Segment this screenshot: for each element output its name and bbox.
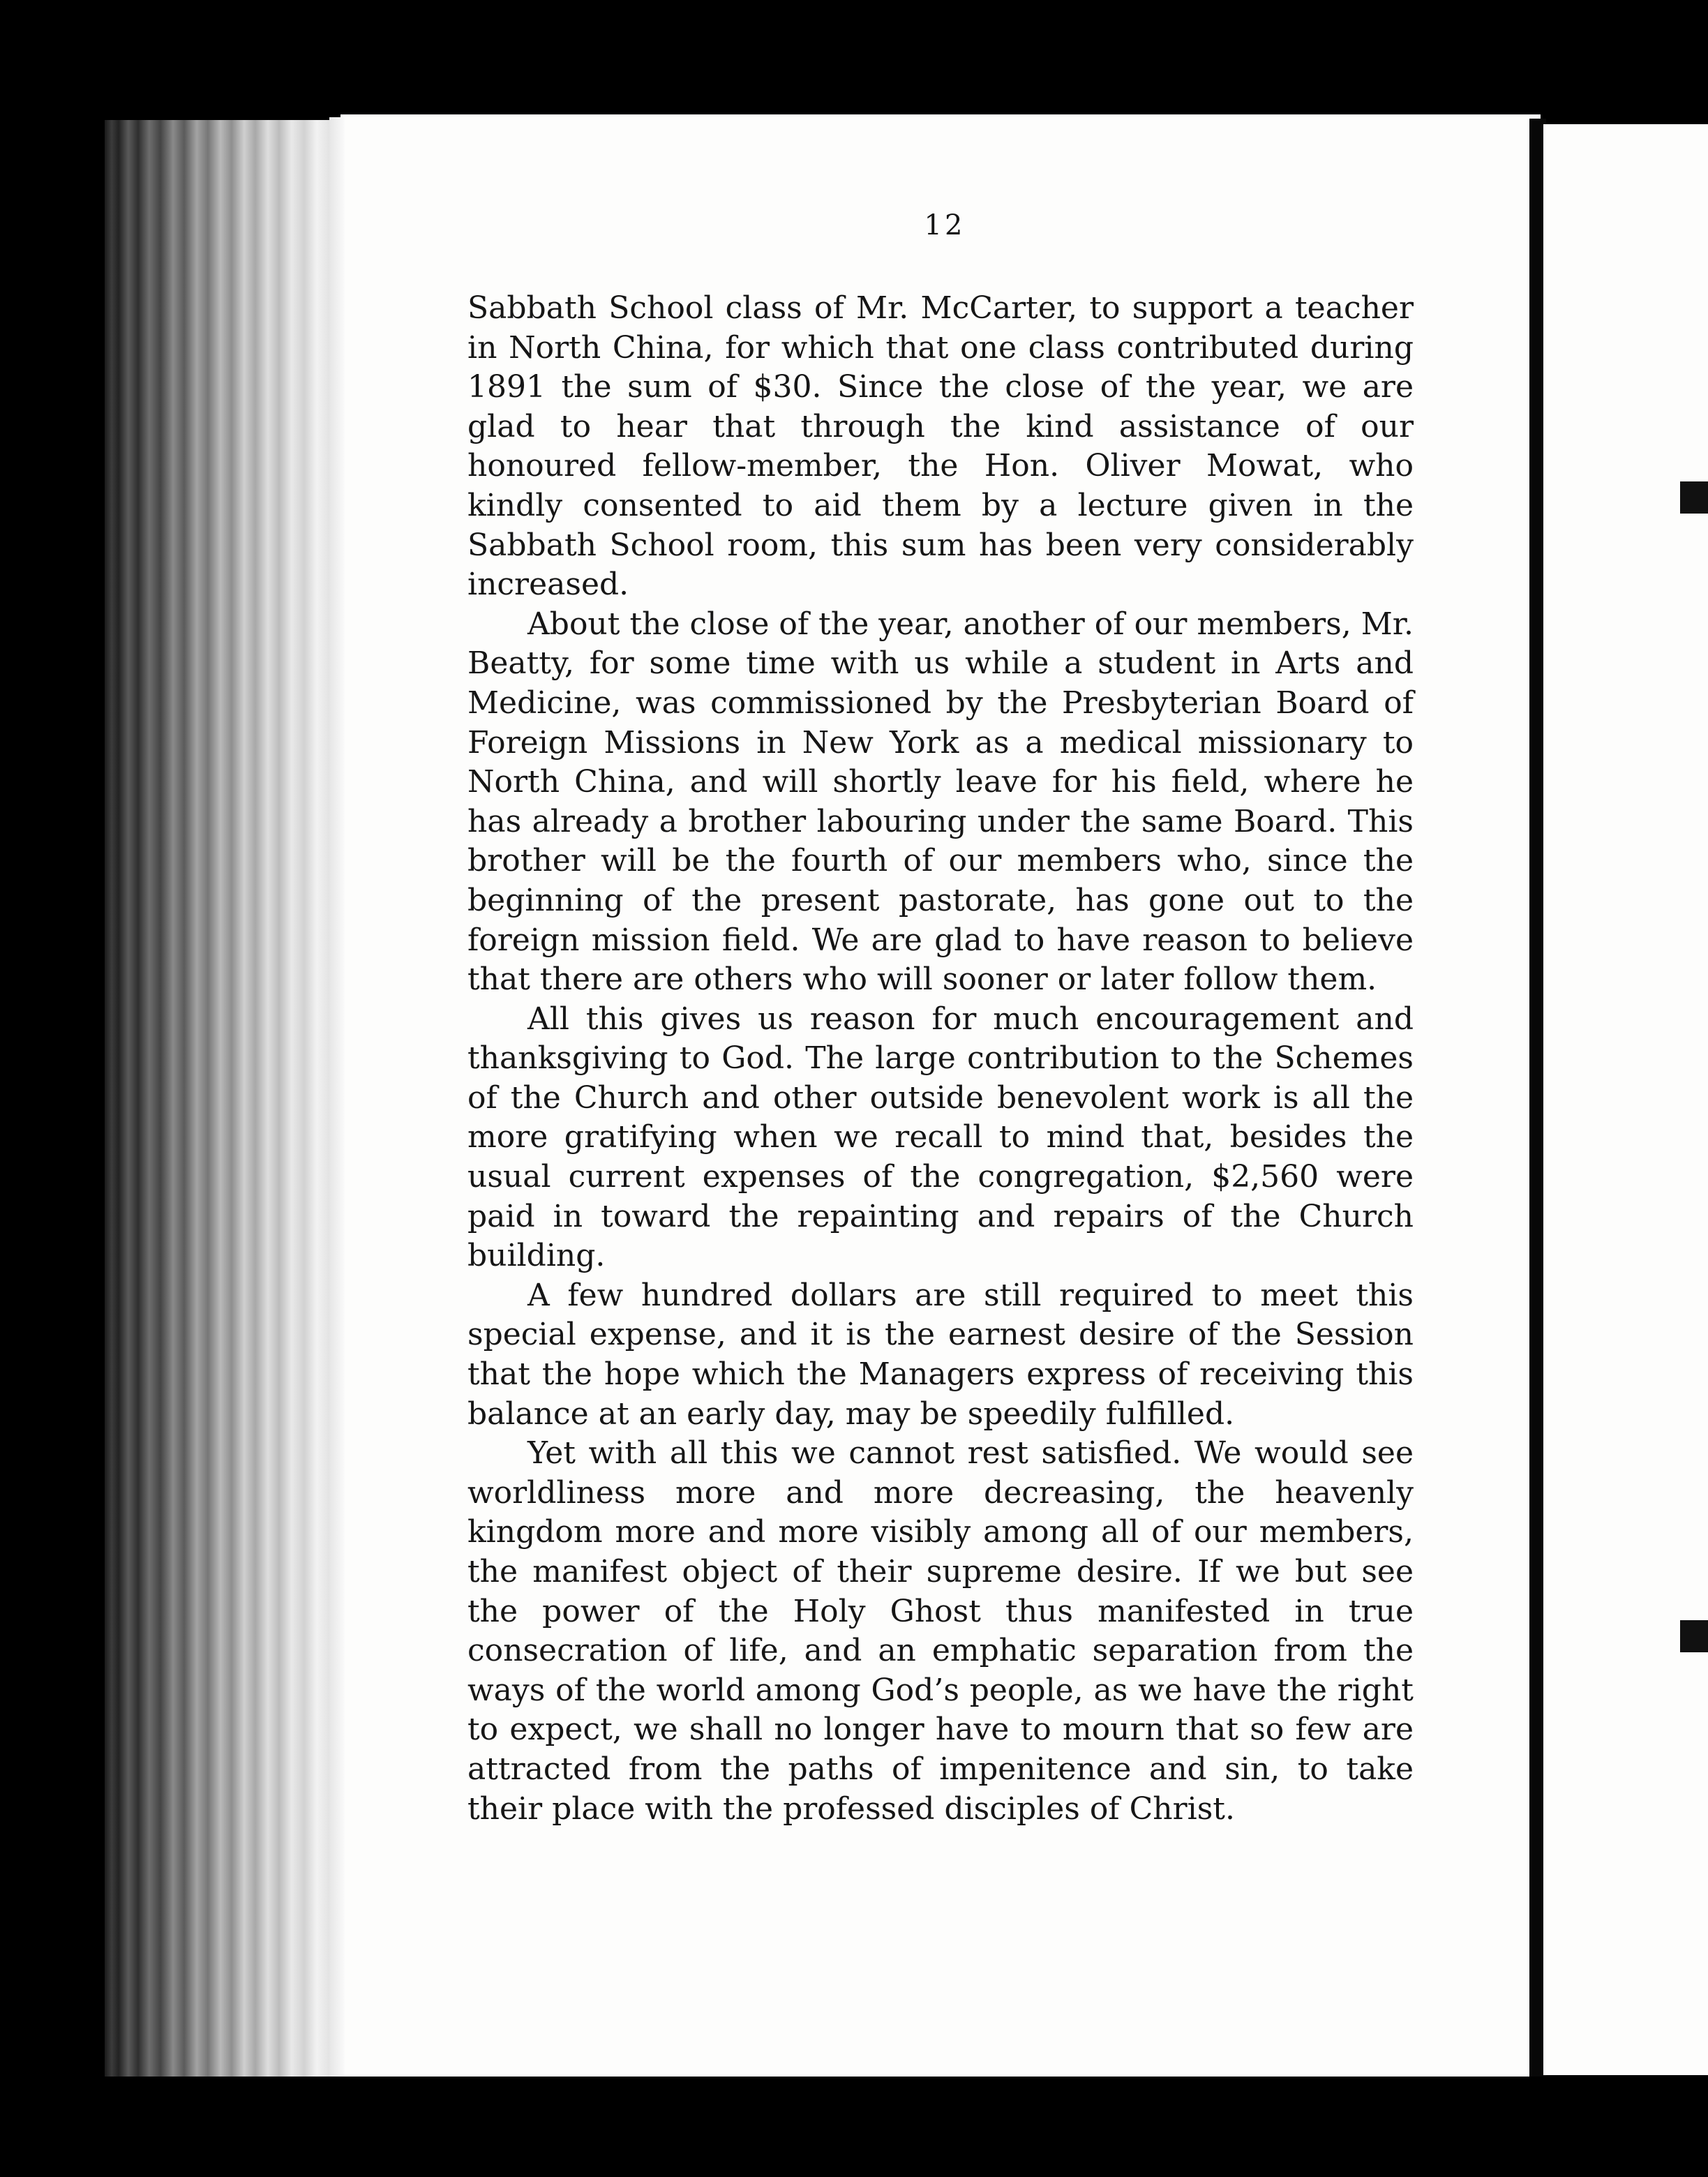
- paragraph: About the close of the year, another of our members, Mr. Beatty, for some time with us while a student in Arts and Medicine, was commissioned by the Presbyterian Board of Foreign Missions in New York as a medical missionary to North China, and will shortly leave for his field, where he has already a brother labouring under the same Board. This brother will be the fourth of our members who, since the beginning of the present pastorate, has gone out to the foreign mission field. We are glad to have reason to believe that there are others who will sooner or later follow them.: [467, 606, 1414, 998]
- edge-tab-mark: [1680, 481, 1708, 514]
- page-number: 12: [924, 209, 966, 241]
- edge-tab-mark: [1680, 1620, 1708, 1652]
- paragraph: A few hundred dollars are still required to meet this special expense, and it is the earnest desire of the Session that the hope which the Managers express of receiving this balance at an early day, may be speedily fulfilled.: [467, 1277, 1414, 1432]
- paragraph: Sabbath School class of Mr. McCarter, to support a teacher in North China, for which that one class contributed during 1891 the sum of $30. Since the close of the year, we are glad to hear that through the kind assistance of our honoured fellow-member, the Hon. Oliver Mowat, who kindly consented to aid them by a lecture given in the Sabbath School room, this sum has been very considerably increased.: [467, 290, 1414, 603]
- body-text: [467, 289, 1414, 1829]
- paragraph: All this gives us reason for much encouragement and thanksgiving to God. The large contribution to the Schemes of the Church and other outside benevolent work is all the more gratifying when we recall to mind that, besides the usual current expenses of the congregation, $2,560 were paid in toward the repainting and repairs of the Church building.: [467, 1001, 1414, 1274]
- book-gutter-shadow: [329, 117, 345, 2077]
- paragraph: Yet with all this we cannot rest satisfied. We would see worldliness more and more decreasing, the heavenly kingdom more and more visibly among all of our members, the manifest object of their supreme desire. If we but see the power of the Holy Ghost thus manifested in true consecration of life, and an emphatic separation from the ways of the world among God’s people, as we have the right to expect, we shall no longer have to mourn that so few are attracted from the paths of impenitence and sin, to take their place with the professed disciples of Christ.: [467, 1435, 1414, 1827]
- book-page-edges: [105, 120, 342, 2077]
- next-page-edge: [1543, 124, 1708, 2075]
